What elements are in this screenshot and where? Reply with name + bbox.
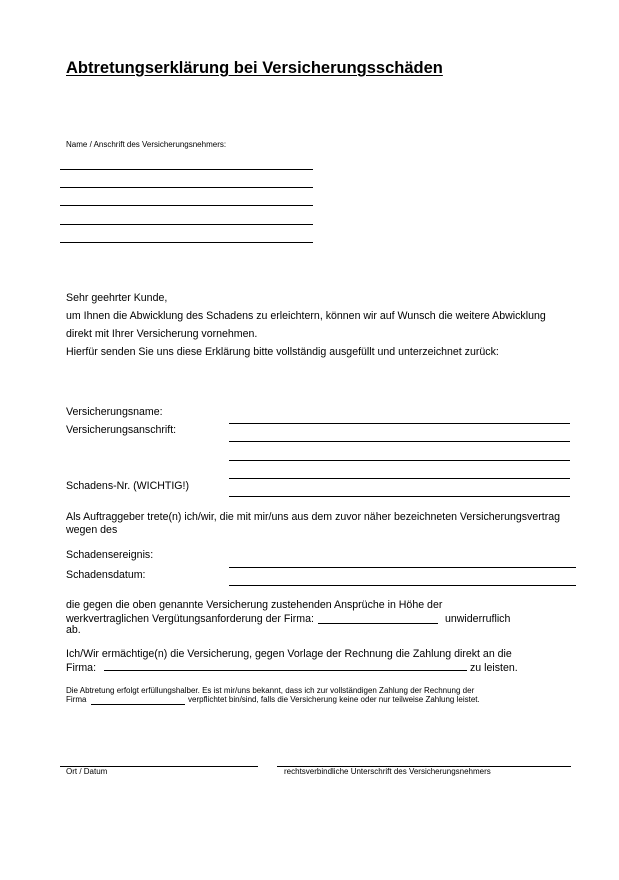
name-line-5[interactable]	[60, 242, 313, 243]
authorization-line-2a: Firma:	[66, 662, 97, 674]
claim-number-label: Schadens-Nr. (WICHTIG!)	[66, 480, 190, 492]
place-date-label: Ort / Datum	[66, 767, 108, 776]
name-address-label: Name / Anschrift des Versicherungsnehmers:	[66, 140, 227, 149]
insurance-address-line-1[interactable]	[229, 441, 570, 442]
signature-label: rechtsverbindliche Unterschrift des Versicherungsnehmers	[284, 767, 491, 776]
assignment-line-1: Als Auftraggeber trete(n) ich/wir, die mit mir/uns aus dem zuvor näher bezeichneten Versicherungsvertrag	[66, 511, 561, 523]
fine-print-line-1: Die Abtretung erfolgt erfüllungshalber. Es ist mir/uns bekannt, dass ich zur vollständigen Zahlung der Rechnung der	[66, 686, 475, 695]
document-title: Abtretungserklärung bei Versicherungsschäden	[66, 59, 443, 77]
assignment-line-2: wegen des	[66, 524, 118, 536]
claims-line-3: ab.	[66, 624, 81, 636]
damage-event-line[interactable]	[229, 567, 576, 568]
intro-line-3: Hierfür senden Sie uns diese Erklärung bitte vollständig ausgefüllt und unterzeichnet zurück:	[66, 346, 499, 358]
damage-event-label: Schadensereignis:	[66, 549, 154, 561]
company-name-line-2[interactable]	[104, 670, 467, 671]
name-line-3[interactable]	[60, 205, 313, 206]
intro-line-1: um Ihnen die Abwicklung des Schadens zu erleichtern, können wir auf Wunsch die weitere Abwicklung	[66, 310, 546, 322]
fine-print-line-2a: Firma	[66, 695, 87, 704]
name-line-2[interactable]	[60, 187, 313, 188]
intro-line-2: direkt mit Ihrer Versicherung vornehmen.	[66, 328, 258, 340]
company-name-line-1[interactable]	[318, 623, 438, 624]
authorization-line-1: Ich/Wir ermächtige(n) die Versicherung, gegen Vorlage der Rechnung die Zahlung direkt an die	[66, 648, 512, 660]
name-line-4[interactable]	[60, 224, 313, 225]
claims-line-2b: unwiderruflich	[445, 613, 511, 625]
damage-date-line[interactable]	[229, 585, 576, 586]
name-line-1[interactable]	[60, 169, 313, 170]
fine-print-line-2b: verpflichtet bin/sind, falls die Versicherung keine oder nur teilweise Zahlung leistet.	[188, 695, 480, 704]
company-name-line-3[interactable]	[91, 704, 185, 705]
claims-line-1: die gegen die oben genannte Versicherung zustehenden Ansprüche in Höhe der	[66, 599, 443, 611]
insurance-address-line-3[interactable]	[229, 478, 570, 479]
insurance-name-line[interactable]	[229, 423, 570, 424]
damage-date-label: Schadensdatum:	[66, 569, 146, 581]
insurance-name-label: Versicherungsname:	[66, 406, 163, 418]
insurance-address-line-2[interactable]	[229, 460, 570, 461]
salutation: Sehr geehrter Kunde,	[66, 292, 168, 304]
insurance-address-label: Versicherungsanschrift:	[66, 424, 177, 436]
claim-number-line[interactable]	[229, 496, 570, 497]
claims-line-2a: werkvertraglichen Vergütungsanforderung der Firma:	[66, 613, 314, 625]
authorization-line-2b: zu leisten.	[470, 662, 518, 674]
